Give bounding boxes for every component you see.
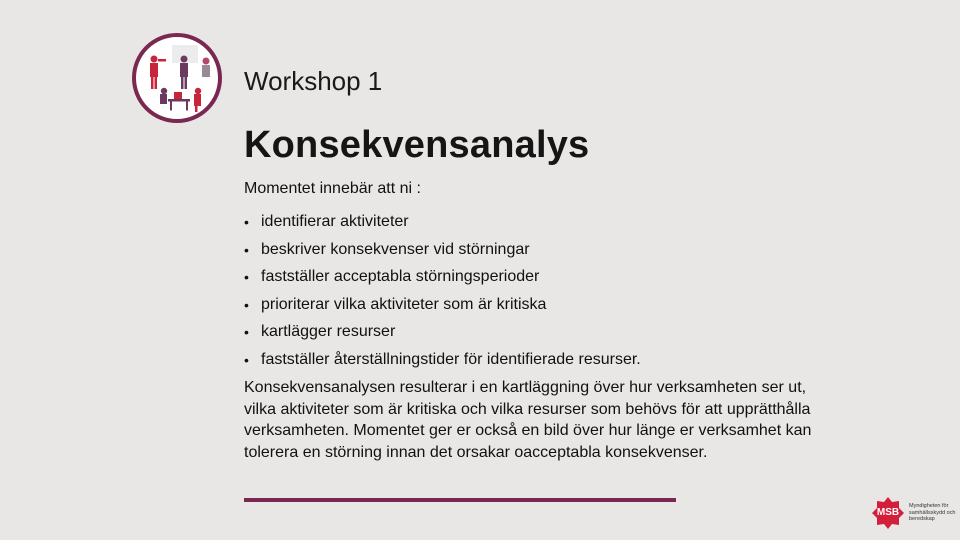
bullet-list [244, 212, 641, 377]
msb-logo [871, 496, 957, 530]
list-item [244, 295, 641, 323]
bullet-text: identifierar aktiviteter [261, 213, 409, 230]
list-item [244, 240, 641, 268]
workshop-people-icon [132, 33, 222, 123]
bullet-text: fastställer återställningstider för identifierade resurser. [261, 350, 641, 368]
workshop-label: Workshop 1 [244, 66, 383, 96]
bullet-icon: • [244, 296, 249, 313]
bullet-text: fastställer acceptabla störningsperioder [261, 268, 540, 285]
msb-badge-icon [871, 496, 905, 530]
bullet-icon: • [244, 214, 249, 230]
list-item [244, 350, 641, 378]
bullet-icon: • [244, 241, 249, 258]
bullet-text: kartlägger resurser [261, 323, 396, 340]
list-item [244, 212, 641, 240]
summary-paragraph: Konsekvensanalysen resulterar i en kartläggning över hur verksamheten ser ut, vilka aktiviteter som är kritiska och vilka resurser som behövs för att upprätthålla verksamheten. Momentet ger er också en bild över hur länge er verksamhet kan tolerera en störning innan det orsakar oacceptabla konsekvenser. [244, 379, 812, 462]
bullet-text: prioriterar vilka aktiviteter som är kritiska [261, 295, 547, 313]
bullet-icon: • [244, 324, 249, 340]
bullet-icon: • [244, 351, 249, 368]
bullet-text: beskriver konsekvenser vid störningar [261, 240, 530, 258]
msb-tagline: Myndigheten för samhällsskydd och beredskap [909, 503, 956, 523]
intro-text: Momentet innebär att ni : [244, 180, 421, 197]
list-item [244, 267, 641, 295]
slide-title: Konsekvensanalys [244, 124, 590, 166]
list-item [244, 322, 641, 350]
divider [244, 498, 676, 502]
msb-logo-text: MSB [876, 507, 900, 518]
bullet-icon: • [244, 269, 249, 285]
